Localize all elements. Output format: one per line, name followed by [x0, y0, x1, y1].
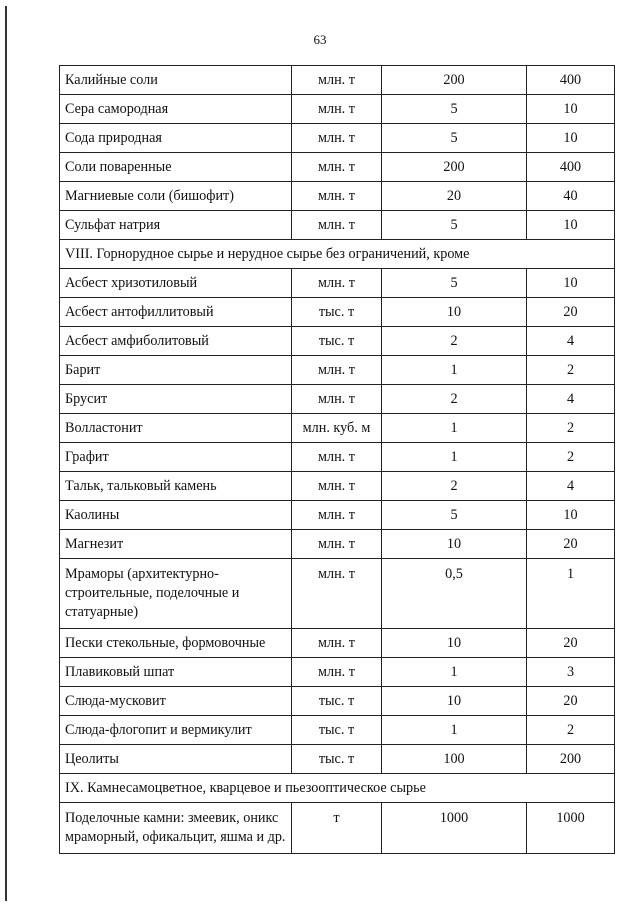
value-2-cell: 400: [527, 66, 615, 95]
value-2-cell: 20: [527, 687, 615, 716]
section-title: VIII. Горнорудное сырье и нерудное сырье без ограничений, кроме: [60, 240, 615, 269]
value-2-cell: 2: [527, 356, 615, 385]
value-1-cell: 5: [382, 211, 527, 240]
resource-name-cell: Слюда-флогопит и вермикулит: [60, 716, 292, 745]
value-2-cell: 2: [527, 414, 615, 443]
table-row: [60, 472, 615, 501]
value-1-cell: 2: [382, 472, 527, 501]
value-2-cell: 200: [527, 745, 615, 774]
unit-cell: тыс. т: [292, 327, 382, 356]
value-1-cell: 5: [382, 501, 527, 530]
value-1-cell: 1000: [382, 803, 527, 854]
unit-cell: тыс. т: [292, 716, 382, 745]
table-body: [60, 66, 615, 854]
unit-cell: млн. т: [292, 124, 382, 153]
value-1-cell: 200: [382, 153, 527, 182]
table-row: [60, 66, 615, 95]
unit-cell: млн. т: [292, 211, 382, 240]
value-2-cell: 10: [527, 501, 615, 530]
value-1-cell: 20: [382, 182, 527, 211]
table-row: [60, 414, 615, 443]
table-row: [60, 298, 615, 327]
value-1-cell: 1: [382, 414, 527, 443]
value-2-cell: 2: [527, 443, 615, 472]
resource-name-cell: Мраморы (архитектурно-строительные, поделочные и статуарные): [60, 559, 292, 629]
resource-name-cell: Сульфат натрия: [60, 211, 292, 240]
value-2-cell: 10: [527, 124, 615, 153]
value-1-cell: 200: [382, 66, 527, 95]
table-row: [60, 501, 615, 530]
resource-name-cell: Барит: [60, 356, 292, 385]
value-2-cell: 2: [527, 716, 615, 745]
resource-name-cell: Слюда-мусковит: [60, 687, 292, 716]
resource-name-cell: Цеолиты: [60, 745, 292, 774]
value-1-cell: 1: [382, 658, 527, 687]
resource-name-cell: Графит: [60, 443, 292, 472]
value-1-cell: 1: [382, 356, 527, 385]
value-2-cell: 4: [527, 472, 615, 501]
value-1-cell: 100: [382, 745, 527, 774]
value-1-cell: 5: [382, 124, 527, 153]
value-2-cell: 20: [527, 298, 615, 327]
table-row: [60, 745, 615, 774]
resource-name-cell: Тальк, тальковый камень: [60, 472, 292, 501]
resource-name-cell: Магнезит: [60, 530, 292, 559]
resource-name-cell: Поделочные камни: змеевик, оникс мраморный, офикальцит, яшма и др.: [60, 803, 292, 854]
table-row: [60, 716, 615, 745]
unit-cell: млн. т: [292, 356, 382, 385]
value-2-cell: 40: [527, 182, 615, 211]
resource-name-cell: Брусит: [60, 385, 292, 414]
resource-table: [59, 65, 615, 854]
value-1-cell: 10: [382, 629, 527, 658]
value-1-cell: 10: [382, 530, 527, 559]
unit-cell: млн. т: [292, 559, 382, 629]
table-row: [60, 182, 615, 211]
table-row: [60, 443, 615, 472]
unit-cell: млн. т: [292, 443, 382, 472]
resource-name-cell: Сера самородная: [60, 95, 292, 124]
unit-cell: тыс. т: [292, 687, 382, 716]
resource-name-cell: Каолины: [60, 501, 292, 530]
scan-edge-line: [5, 6, 7, 901]
table-row: [60, 356, 615, 385]
unit-cell: млн. т: [292, 530, 382, 559]
value-2-cell: 1000: [527, 803, 615, 854]
unit-cell: млн. т: [292, 629, 382, 658]
table-row: [60, 559, 615, 629]
section-title: IX. Камнесамоцветное, кварцевое и пьезооптическое сырье: [60, 774, 615, 803]
table-row: [60, 124, 615, 153]
value-2-cell: 400: [527, 153, 615, 182]
unit-cell: млн. т: [292, 66, 382, 95]
unit-cell: млн. т: [292, 385, 382, 414]
value-1-cell: 2: [382, 327, 527, 356]
unit-cell: тыс. т: [292, 298, 382, 327]
value-2-cell: 20: [527, 530, 615, 559]
section-header-row: [60, 774, 615, 803]
unit-cell: млн. т: [292, 658, 382, 687]
unit-cell: тыс. т: [292, 745, 382, 774]
unit-cell: млн. куб. м: [292, 414, 382, 443]
table-row: [60, 153, 615, 182]
table-row: [60, 530, 615, 559]
resource-name-cell: Асбест амфиболитовый: [60, 327, 292, 356]
value-1-cell: 0,5: [382, 559, 527, 629]
value-2-cell: 4: [527, 327, 615, 356]
table-row: [60, 269, 615, 298]
unit-cell: млн. т: [292, 501, 382, 530]
value-2-cell: 1: [527, 559, 615, 629]
resource-name-cell: Соли поваренные: [60, 153, 292, 182]
value-1-cell: 10: [382, 298, 527, 327]
value-1-cell: 10: [382, 687, 527, 716]
resource-name-cell: Асбест антофиллитовый: [60, 298, 292, 327]
resource-name-cell: Асбест хризотиловый: [60, 269, 292, 298]
value-1-cell: 1: [382, 716, 527, 745]
page-number: 63: [313, 32, 327, 47]
table-row: [60, 687, 615, 716]
resource-name-cell: Пески стекольные, формовочные: [60, 629, 292, 658]
resource-name-cell: Магниевые соли (бишофит): [60, 182, 292, 211]
value-2-cell: 10: [527, 95, 615, 124]
section-header-row: [60, 240, 615, 269]
unit-cell: млн. т: [292, 182, 382, 211]
table-row: [60, 95, 615, 124]
value-1-cell: 2: [382, 385, 527, 414]
value-1-cell: 5: [382, 269, 527, 298]
table-row: [60, 327, 615, 356]
table-row: [60, 385, 615, 414]
value-2-cell: 3: [527, 658, 615, 687]
table-row: [60, 629, 615, 658]
unit-cell: млн. т: [292, 153, 382, 182]
value-2-cell: 20: [527, 629, 615, 658]
value-2-cell: 10: [527, 269, 615, 298]
value-1-cell: 1: [382, 443, 527, 472]
value-2-cell: 10: [527, 211, 615, 240]
resource-name-cell: Сода природная: [60, 124, 292, 153]
unit-cell: млн. т: [292, 269, 382, 298]
unit-cell: т: [292, 803, 382, 854]
value-2-cell: 4: [527, 385, 615, 414]
resource-name-cell: Плавиковый шпат: [60, 658, 292, 687]
resource-name-cell: Калийные соли: [60, 66, 292, 95]
value-1-cell: 5: [382, 95, 527, 124]
unit-cell: млн. т: [292, 95, 382, 124]
resource-name-cell: Волластонит: [60, 414, 292, 443]
table-row: [60, 211, 615, 240]
table-row: [60, 658, 615, 687]
table-row: [60, 803, 615, 854]
unit-cell: млн. т: [292, 472, 382, 501]
